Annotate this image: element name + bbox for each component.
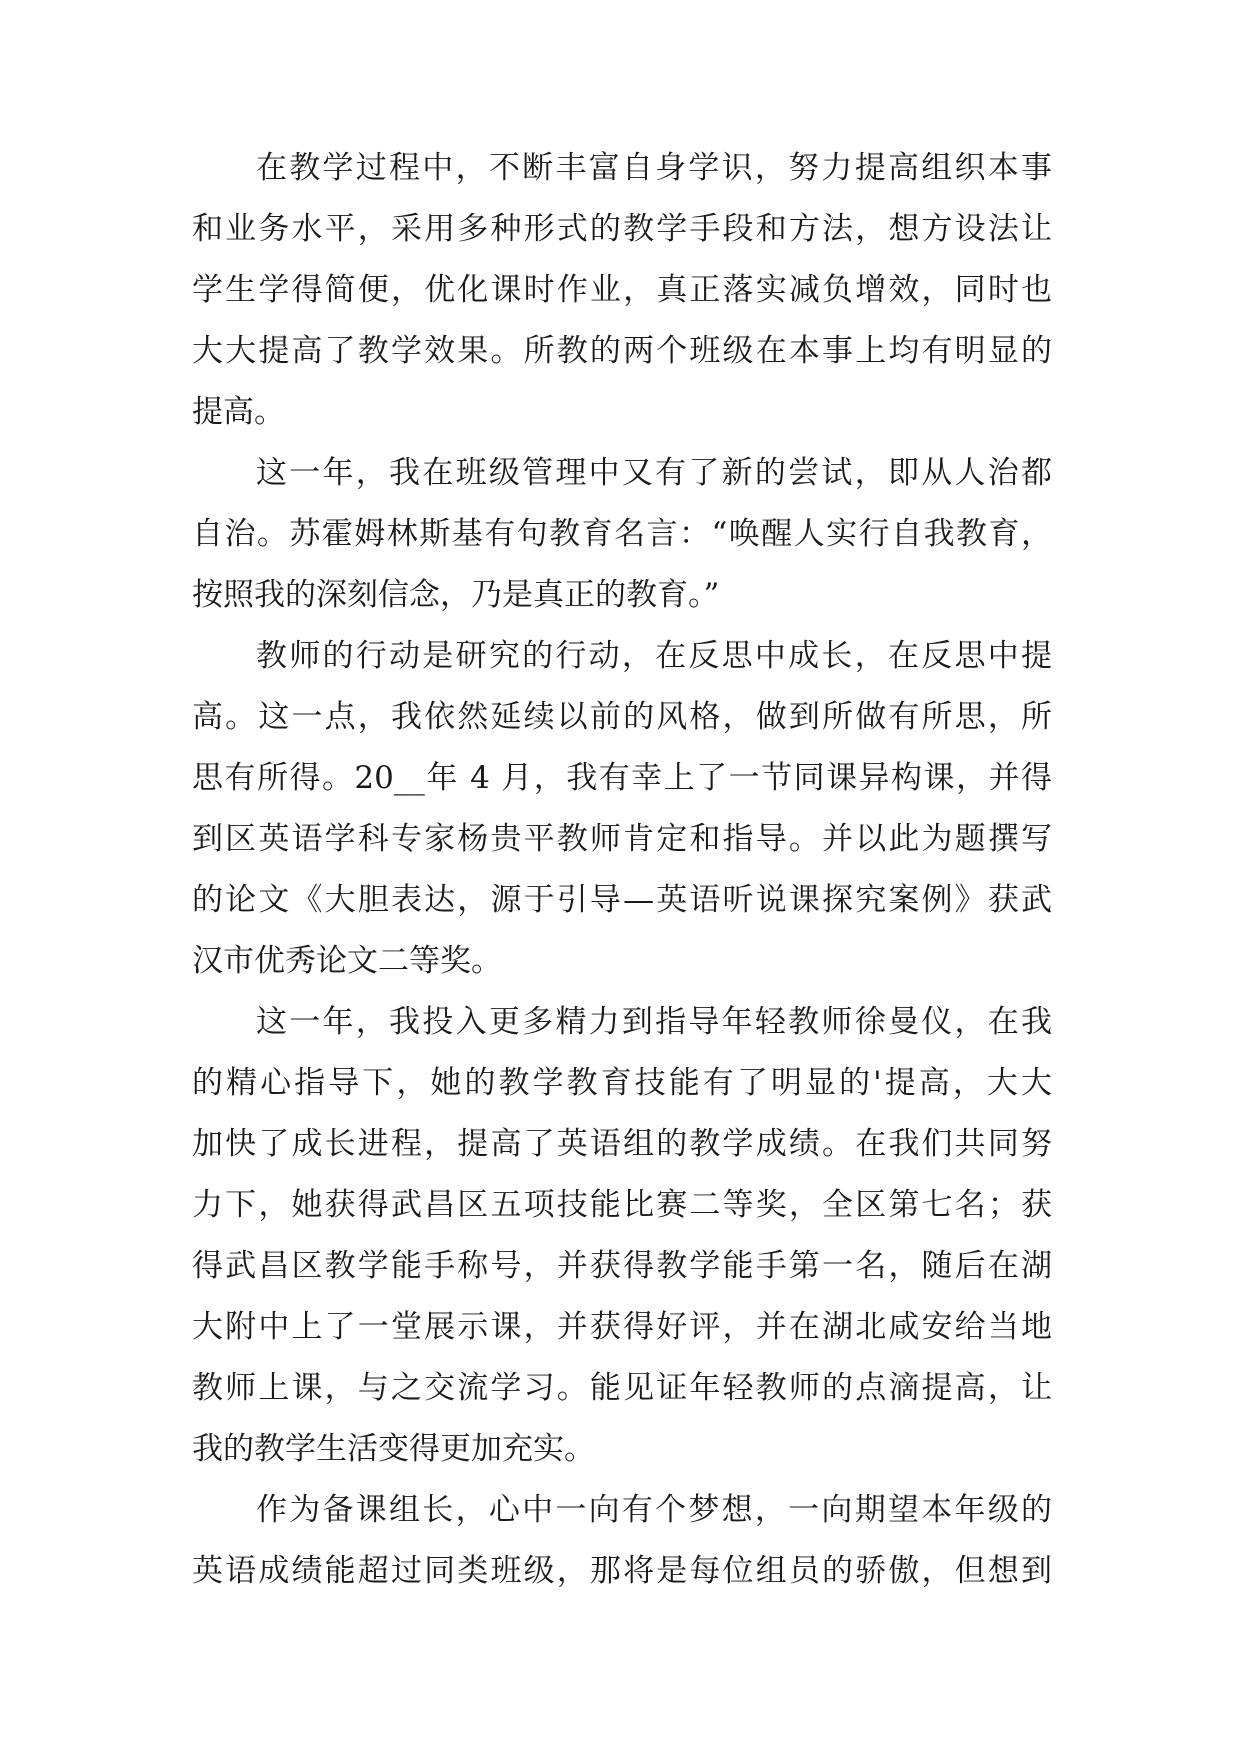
paragraph [192,1480,1052,1602]
text-line: 教师的行动是研究的行动，在反思中成长，在反思中提 [256,638,1052,674]
text-line: 的论文《大胆表达，源于引导—英语听说课探究案例》获武 [192,882,1052,918]
text-line: 思有所得。20__年 4 月，我有幸上了一节同课异构课，并得 [192,760,1052,796]
text-line: 大大提高了教学效果。所教的两个班级在本事上均有明显的 [192,333,1052,369]
text-line: 自治。苏霍姆林斯基有句教育名言：“唤醒人实行自我教育， [192,516,1052,552]
text-line: 力下，她获得武昌区五项技能比赛二等奖，全区第七名；获 [192,1187,1052,1223]
paragraph [192,443,1052,626]
text-line: 和业务水平，采用多种形式的教学手段和方法，想方设法让 [192,211,1052,247]
text-line: 英语成绩能超过同类班级，那将是每位组员的骄傲，但想到 [192,1553,1052,1589]
text-line: 在教学过程中，不断丰富自身学识，努力提高组织本事 [256,150,1052,186]
text-line: 的精心指导下，她的教学教育技能有了明显的'提高，大大 [192,1065,1052,1101]
text-line: 得武昌区教学能手称号，并获得教学能手第一名，随后在湖 [192,1248,1052,1284]
text-line: 到区英语学科专家杨贵平教师肯定和指导。并以此为题撰写 [192,821,1052,857]
text-line: 我的教学生活变得更加充实。 [192,1431,595,1467]
text-line: 汉市优秀论文二等奖。 [192,943,502,979]
text-line: 这一年，我在班级管理中又有了新的尝试，即从人治都 [256,455,1052,491]
text-line: 按照我的深刻信念，乃是真正的教育。” [192,577,720,613]
paragraph [192,138,1052,443]
text-line: 加快了成长进程，提高了英语组的教学成绩。在我们共同努 [192,1126,1052,1162]
text-line: 这一年，我投入更多精力到指导年轻教师徐曼仪，在我 [256,1004,1052,1040]
text-line: 教师上课，与之交流学习。能见证年轻教师的点滴提高，让 [192,1370,1052,1406]
paragraph [192,626,1052,992]
text-line: 提高。 [192,394,285,430]
text-line: 学生学得简便，优化课时作业，真正落实减负增效，同时也 [192,272,1052,308]
document-body [192,138,1052,1602]
text-line: 作为备课组长，心中一向有个梦想，一向期望本年级的 [256,1492,1052,1528]
text-line: 大附中上了一堂展示课，并获得好评，并在湖北咸安给当地 [192,1309,1052,1345]
text-line: 高。这一点，我依然延续以前的风格，做到所做有所思，所 [192,699,1052,735]
paragraph [192,992,1052,1480]
